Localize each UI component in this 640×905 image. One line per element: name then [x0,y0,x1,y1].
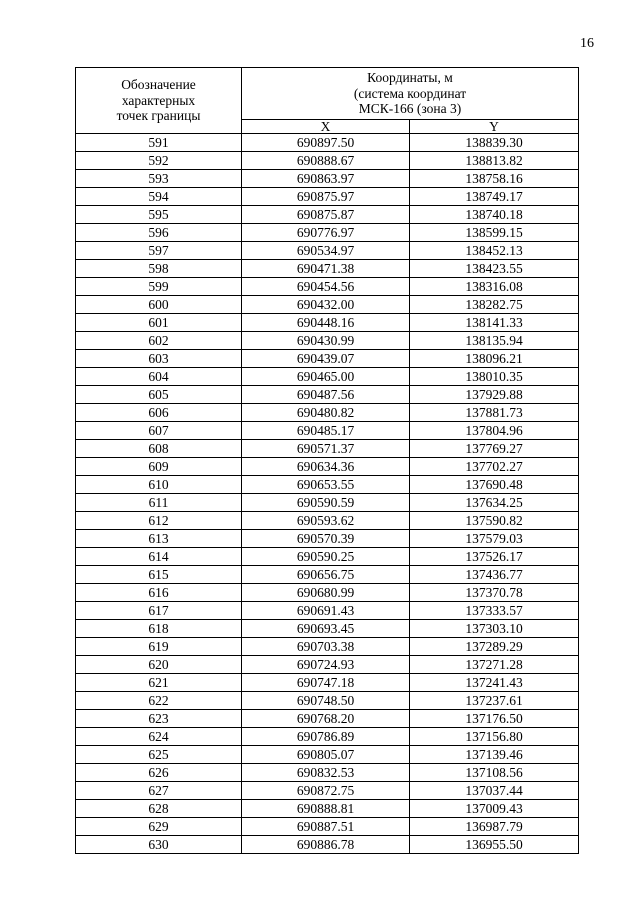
point-id-cell: 613 [76,530,242,548]
table-row [76,638,579,656]
y-coordinate-cell: 137289.29 [410,638,579,656]
point-id-cell: 615 [76,566,242,584]
table-row [76,530,579,548]
table-row [76,386,579,404]
y-coordinate-cell: 137241.43 [410,674,579,692]
y-coordinate-cell: 138839.30 [410,134,579,152]
table-row [76,170,579,188]
y-coordinate-cell: 137237.61 [410,692,579,710]
point-id-cell: 603 [76,350,242,368]
table-row [76,782,579,800]
x-coordinate-cell: 690430.99 [242,332,410,350]
table-row [76,296,579,314]
y-coordinate-cell: 138813.82 [410,152,579,170]
page-number: 16 [580,36,594,51]
x-coordinate-cell: 690832.53 [242,764,410,782]
point-id-cell: 612 [76,512,242,530]
point-id-cell: 618 [76,620,242,638]
table-row [76,476,579,494]
x-coordinate-cell: 690634.36 [242,458,410,476]
x-coordinate-cell: 690593.62 [242,512,410,530]
table-row [76,188,579,206]
y-coordinate-cell: 137769.27 [410,440,579,458]
table-row [76,260,579,278]
x-coordinate-cell: 690776.97 [242,224,410,242]
y-coordinate-cell: 138135.94 [410,332,579,350]
point-id-cell: 605 [76,386,242,404]
table-row [76,494,579,512]
y-coordinate-cell: 138096.21 [410,350,579,368]
x-coordinate-cell: 690786.89 [242,728,410,746]
y-coordinate-cell: 138758.16 [410,170,579,188]
table-row [76,152,579,170]
table-row [76,728,579,746]
x-coordinate-cell: 690888.67 [242,152,410,170]
x-coordinate-cell: 690653.55 [242,476,410,494]
x-coordinate-cell: 690693.45 [242,620,410,638]
table-row [76,692,579,710]
table-row [76,746,579,764]
table-row [76,206,579,224]
table-row [76,458,579,476]
table-row [76,836,579,854]
y-coordinate-cell: 137176.50 [410,710,579,728]
y-coordinate-cell: 136987.79 [410,818,579,836]
y-coordinate-cell: 137037.44 [410,782,579,800]
point-id-cell: 626 [76,764,242,782]
y-coordinate-cell: 137881.73 [410,404,579,422]
point-id-cell: 628 [76,800,242,818]
table-row [76,422,579,440]
y-coordinate-cell: 137590.82 [410,512,579,530]
x-coordinate-cell: 690485.17 [242,422,410,440]
x-coordinate-cell: 690863.97 [242,170,410,188]
y-coordinate-cell: 138141.33 [410,314,579,332]
x-coordinate-cell: 690703.38 [242,638,410,656]
point-id-cell: 596 [76,224,242,242]
point-id-cell: 627 [76,782,242,800]
table-row [76,332,579,350]
x-coordinate-cell: 690875.97 [242,188,410,206]
x-coordinate-cell: 690680.99 [242,584,410,602]
table-row [76,620,579,638]
table-row [76,674,579,692]
table-row [76,584,579,602]
table-row [76,242,579,260]
point-id-cell: 592 [76,152,242,170]
x-coordinate-cell: 690748.50 [242,692,410,710]
x-coordinate-cell: 690454.56 [242,278,410,296]
x-coordinate-cell: 690886.78 [242,836,410,854]
y-coordinate-cell: 138599.15 [410,224,579,242]
coordinates-table [75,67,579,854]
table-row [76,566,579,584]
y-coordinate-cell: 137271.28 [410,656,579,674]
table-row [76,602,579,620]
x-coordinate-cell: 690480.82 [242,404,410,422]
point-id-cell: 619 [76,638,242,656]
x-coordinate-cell: 690805.07 [242,746,410,764]
y-coordinate-cell: 137579.03 [410,530,579,548]
table-row [76,404,579,422]
point-id-cell: 597 [76,242,242,260]
x-coordinate-cell: 690570.39 [242,530,410,548]
header-y: Y [410,120,579,134]
point-id-cell: 591 [76,134,242,152]
x-coordinate-cell: 690656.75 [242,566,410,584]
y-coordinate-cell: 138740.18 [410,206,579,224]
y-coordinate-cell: 137009.43 [410,800,579,818]
y-coordinate-cell: 137303.10 [410,620,579,638]
table-row [76,224,579,242]
point-id-cell: 610 [76,476,242,494]
x-coordinate-cell: 690590.25 [242,548,410,566]
x-coordinate-cell: 690747.18 [242,674,410,692]
x-coordinate-cell: 690897.50 [242,134,410,152]
point-id-cell: 606 [76,404,242,422]
point-id-cell: 602 [76,332,242,350]
x-coordinate-cell: 690691.43 [242,602,410,620]
x-coordinate-cell: 690571.37 [242,440,410,458]
y-coordinate-cell: 137333.57 [410,602,579,620]
point-id-cell: 621 [76,674,242,692]
x-coordinate-cell: 690768.20 [242,710,410,728]
point-id-cell: 599 [76,278,242,296]
point-id-cell: 629 [76,818,242,836]
y-coordinate-cell: 138423.55 [410,260,579,278]
x-coordinate-cell: 690887.51 [242,818,410,836]
x-coordinate-cell: 690724.93 [242,656,410,674]
table-row [76,440,579,458]
y-coordinate-cell: 137436.77 [410,566,579,584]
x-coordinate-cell: 690471.38 [242,260,410,278]
y-coordinate-cell: 137929.88 [410,386,579,404]
point-id-cell: 625 [76,746,242,764]
y-coordinate-cell: 138316.08 [410,278,579,296]
x-coordinate-cell: 690439.07 [242,350,410,368]
point-id-cell: 609 [76,458,242,476]
x-coordinate-cell: 690465.00 [242,368,410,386]
table-row [76,368,579,386]
point-id-cell: 601 [76,314,242,332]
x-coordinate-cell: 690534.97 [242,242,410,260]
x-coordinate-cell: 690590.59 [242,494,410,512]
table-row [76,134,579,152]
point-id-cell: 604 [76,368,242,386]
table-body [76,134,579,854]
point-id-cell: 616 [76,584,242,602]
point-id-cell: 624 [76,728,242,746]
y-coordinate-cell: 137702.27 [410,458,579,476]
table-row [76,512,579,530]
table-row [76,800,579,818]
point-id-cell: 593 [76,170,242,188]
header-point-designation: Обозначение характерных точек границы [76,68,242,134]
point-id-cell: 620 [76,656,242,674]
point-id-cell: 600 [76,296,242,314]
y-coordinate-cell: 138452.13 [410,242,579,260]
point-id-cell: 594 [76,188,242,206]
x-coordinate-cell: 690432.00 [242,296,410,314]
point-id-cell: 622 [76,692,242,710]
y-coordinate-cell: 137634.25 [410,494,579,512]
table-row [76,818,579,836]
x-coordinate-cell: 690872.75 [242,782,410,800]
table-row [76,548,579,566]
y-coordinate-cell: 137370.78 [410,584,579,602]
y-coordinate-cell: 137156.80 [410,728,579,746]
y-coordinate-cell: 138010.35 [410,368,579,386]
table-row [76,314,579,332]
point-id-cell: 608 [76,440,242,458]
point-id-cell: 630 [76,836,242,854]
point-id-cell: 607 [76,422,242,440]
point-id-cell: 611 [76,494,242,512]
point-id-cell: 614 [76,548,242,566]
header-x: X [242,120,410,134]
point-id-cell: 595 [76,206,242,224]
y-coordinate-cell: 137139.46 [410,746,579,764]
point-id-cell: 598 [76,260,242,278]
x-coordinate-cell: 690487.56 [242,386,410,404]
y-coordinate-cell: 136955.50 [410,836,579,854]
table-row [76,278,579,296]
y-coordinate-cell: 138749.17 [410,188,579,206]
header-coordinates: Координаты, м (система координат МСК-166 (зона 3) [242,68,579,120]
y-coordinate-cell: 137804.96 [410,422,579,440]
x-coordinate-cell: 690875.87 [242,206,410,224]
x-coordinate-cell: 690888.81 [242,800,410,818]
point-id-cell: 623 [76,710,242,728]
table-row [76,350,579,368]
table-row [76,764,579,782]
y-coordinate-cell: 138282.75 [410,296,579,314]
y-coordinate-cell: 137108.56 [410,764,579,782]
y-coordinate-cell: 137526.17 [410,548,579,566]
x-coordinate-cell: 690448.16 [242,314,410,332]
table-row [76,656,579,674]
point-id-cell: 617 [76,602,242,620]
y-coordinate-cell: 137690.48 [410,476,579,494]
table-row [76,710,579,728]
